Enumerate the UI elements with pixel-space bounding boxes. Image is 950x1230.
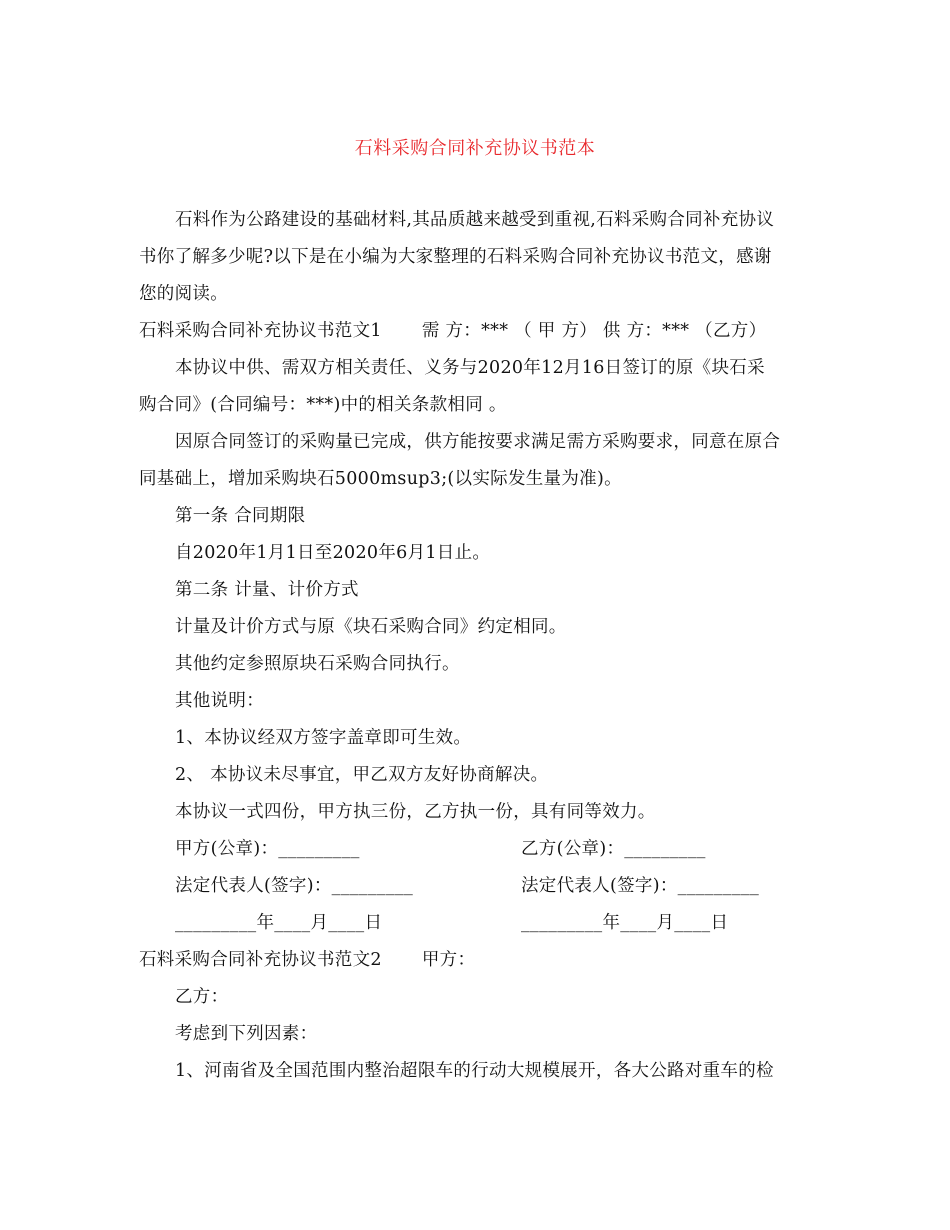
- sample2-heading-line: [139, 949, 475, 971]
- intro-line-2: 书你了解多少呢?以下是在小编为大家整理的石料采购合同补充协议书范文，感谢: [139, 247, 772, 267]
- sample2-party-b: 乙方：: [175, 987, 229, 1007]
- article1-body: 自2020年1月1日至2020年6月1日止。: [175, 543, 491, 563]
- sample1-para1-line-2: 购合同》(合同编号：***)中的相关条款相同 。: [139, 395, 507, 415]
- article1-title: 第一条 合同期限: [175, 506, 306, 526]
- sample1-heading: 石料采购合同补充协议书范文1: [139, 321, 382, 341]
- party-a-date: _________年____月____日: [175, 913, 383, 933]
- sample2-heading: 石料采购合同补充协议书范文2: [139, 950, 382, 970]
- intro-line-3: 您的阅读。: [139, 284, 228, 304]
- sample2-item-1: 1、河南省及全国范围内整治超限车的行动大规模展开，各大公路对重车的检: [175, 1061, 774, 1081]
- document-title: 石料采购合同补充协议书范本: [354, 138, 596, 159]
- sample2-considering: 考虑到下列因素：: [175, 1024, 318, 1044]
- party-a-seal: 甲方(公章)：_________: [175, 839, 360, 859]
- party-b-seal: 乙方(公章)：_________: [521, 839, 706, 859]
- sample1-para2-line-2: 同基础上，增加采购块石5000msup3;(以实际发生量为准)。: [139, 469, 622, 489]
- sample2-party-a: 甲方：: [421, 950, 476, 970]
- note-1: 1、本协议经双方签字盖章即可生效。: [175, 728, 472, 748]
- other-terms: 其他约定参照原块石采购合同执行。: [175, 654, 460, 674]
- article2-title: 第二条 计量、计价方式: [175, 580, 359, 600]
- party-b-representative: 法定代表人(签字)：_________: [521, 876, 760, 896]
- sample1-heading-line: [139, 320, 766, 342]
- party-a-representative: 法定代表人(签字)：_________: [175, 876, 414, 896]
- copies-clause: 本协议一式四份，甲方执三份，乙方执一份，具有同等效力。: [175, 802, 656, 822]
- notes-title: 其他说明：: [175, 691, 264, 711]
- party-b-date: _________年____月____日: [521, 913, 729, 933]
- note-2: 2、 本协议未尽事宜，甲乙双方友好协商解决。: [175, 765, 549, 785]
- sample1-para2-line-1: 因原合同签订的采购量已完成，供方能按要求满足需方采购要求，同意在原合: [175, 432, 781, 452]
- sample1-para1-line-1: 本协议中供、需双方相关责任、义务与2020年12月16日签订的原《块石采: [175, 358, 765, 378]
- sample1-parties: 需 方：*** （ 甲 方） 供 方：*** （乙方）: [421, 321, 767, 341]
- article2-body: 计量及计价方式与原《块石采购合同》约定相同。: [175, 617, 567, 637]
- intro-line-1: 石料作为公路建设的基础材料,其品质越来越受到重视,石料采购合同补充协议: [175, 210, 775, 230]
